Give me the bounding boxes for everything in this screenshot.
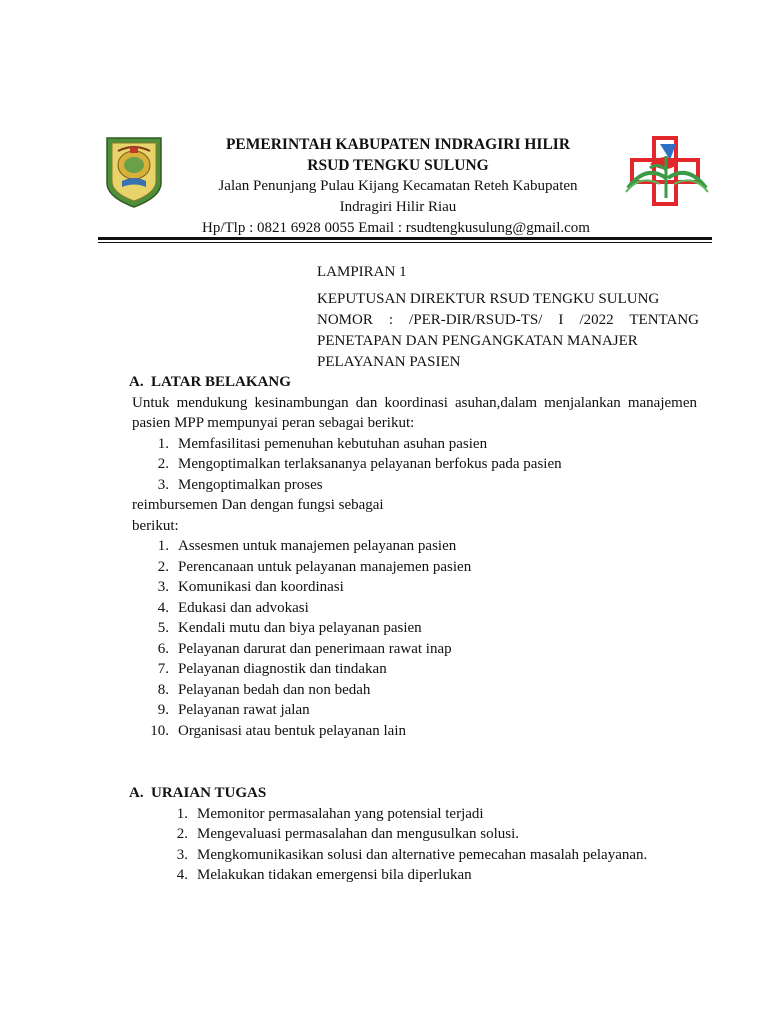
tasks-list: [132, 804, 697, 886]
decree-line-4: PELAYANAN PASIEN: [317, 354, 461, 370]
letterhead-divider-thin: [98, 242, 712, 243]
list-item: 10. Organisasi atau bentuk pelayanan lain: [150, 722, 406, 739]
document-body: [129, 372, 697, 886]
list-item: 4. Edukasi dan advokasi: [157, 599, 309, 616]
section-heading-latar-belakang: [129, 372, 694, 393]
section-letter: A.: [129, 374, 144, 390]
section-letter: A.: [129, 785, 144, 801]
letterhead-contact: Hp/Tlp : 0821 6928 0055 Email : rsudtengkusulung@gmail.com: [202, 220, 590, 236]
hospital-logo-icon: [620, 134, 714, 210]
section-title: LATAR BELAKANG: [151, 374, 291, 390]
letterhead-divider-thick: [98, 237, 712, 240]
intro-line-2: pasien MPP mempunyai peran sebagai berikut:: [132, 415, 415, 431]
list-item: 3. Mengkomunikasikan solusi dan alternative pemecahan masalah pelayanan.: [176, 846, 648, 863]
decree-line-3: PENETAPAN DAN PENGANGKATAN MANAJER: [317, 333, 638, 349]
list-item: 3. Komunikasi dan koordinasi: [157, 579, 344, 595]
list-item: 1. Assesmen untuk manajemen pelayanan pasien: [157, 538, 457, 554]
letterhead-hospital-name: RSUD TENGKU SULUNG: [307, 157, 489, 174]
list-item: 1. Memonitor permasalahan yang potensial terjadi: [176, 805, 484, 822]
list-item: 3. Mengoptimalkan proses: [157, 476, 323, 493]
attachment-title: LAMPIRAN 1: [317, 264, 407, 280]
continuation-line-1: reimbursemen Dan dengan fungsi sebagai: [132, 497, 384, 513]
section-title: URAIAN TUGAS: [151, 785, 267, 801]
roles-list: [132, 434, 697, 496]
list-item: 5. Kendali mutu dan biya pelayanan pasien: [157, 620, 422, 636]
list-item: 2. Mengoptimalkan terlaksananya pelayanan berfokus pada pasien: [157, 456, 562, 472]
regency-crest-icon: [104, 135, 164, 209]
functions-list: [132, 536, 697, 741]
list-item: 9. Pelayanan rawat jalan: [157, 702, 310, 718]
intro-paragraph: [132, 393, 697, 434]
list-item: 1. Memfasilitasi pemenuhan kebutuhan asuhan pasien: [157, 435, 488, 452]
continuation-line-2: berikut:: [132, 517, 179, 534]
section-heading-uraian-tugas: [129, 783, 694, 804]
list-item: 2. Perencanaan untuk pelayanan manajemen pasien: [157, 558, 472, 575]
decree-line-1: KEPUTUSAN DIREKTUR RSUD TENGKU SULUNG: [317, 291, 660, 307]
attachment-block: [317, 262, 699, 373]
list-item: 7. Pelayanan diagnostik dan tindakan: [157, 661, 387, 677]
list-item: 6. Pelayanan darurat dan penerimaan rawat inap: [157, 640, 452, 657]
letterhead-government: PEMERINTAH KABUPATEN INDRAGIRI HILIR: [225, 136, 571, 153]
list-item: 8. Pelayanan bedah dan non bedah: [157, 681, 371, 698]
letterhead: [180, 134, 616, 239]
list-item: 2. Mengevaluasi permasalahan dan mengusulkan solusi.: [176, 826, 520, 842]
section-spacer: [132, 741, 697, 783]
letterhead-address-line2: Indragiri Hilir Riau: [339, 199, 457, 215]
list-item: 4. Melakukan tidakan emergensi bila diperlukan: [176, 867, 472, 883]
intro-line-1: Untuk mendukung kesinambungan dan koordinasi asuhan,dalam menjalankan manajemen: [132, 394, 697, 411]
letterhead-address-line1: Jalan Penunjang Pulau Kijang Kecamatan Reteh Kabupaten: [218, 178, 578, 194]
decree-line-2: NOMOR : /PER-DIR/RSUD-TS/ I /2022 TENTANG: [317, 312, 699, 328]
